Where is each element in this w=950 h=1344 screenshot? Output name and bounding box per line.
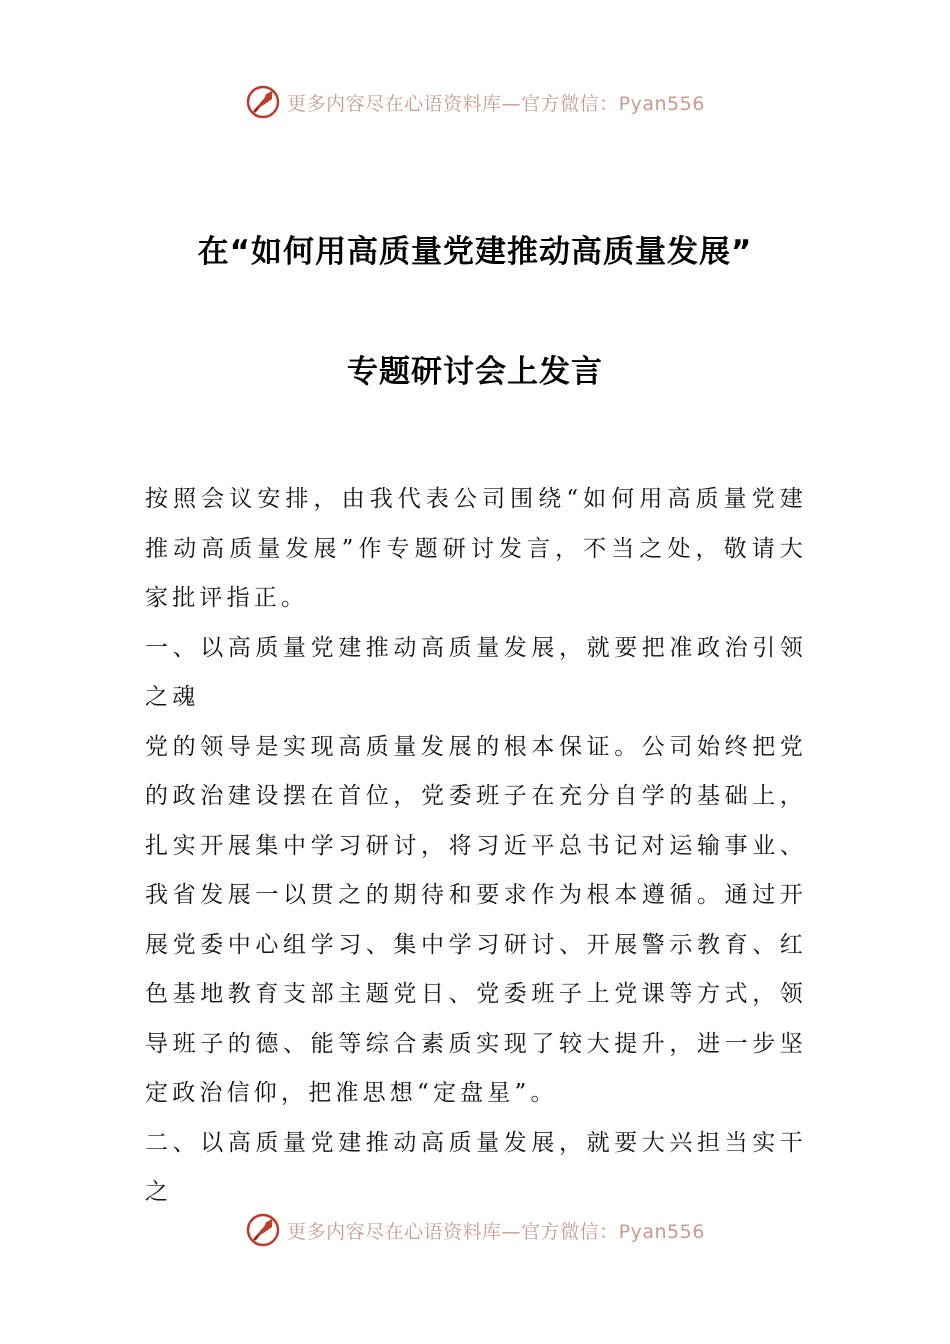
watermark-footer (0, 1210, 950, 1250)
quill-logo-icon (245, 1212, 281, 1248)
paragraph-intro: 按照会议安排，由我代表公司围绕“如何用高质量党建推动高质量发展”作专题研讨发言，不当之处，敬请大家批评指正。 (145, 486, 807, 611)
watermark-header (0, 82, 950, 122)
quill-logo-icon (245, 84, 281, 120)
watermark-text: 更多内容尽在心语资料库—官方微信：Pyan556 (287, 1220, 705, 1243)
section-heading-1: 一、以高质量党建推动高质量发展，就要把准政治引领之魂 (145, 634, 807, 710)
paragraph-section-1: 党的领导是实现高质量发展的根本保证。公司始终把党的政治建设摆在首位，党委班子在充分自学的基础上，扎实开展集中学习研讨，将习近平总书记对运输事业、我省发展一以贯之的期待和要求作为根本遵循。通过开展党委中心组学习、集中学习研讨、开展警示教育、红色基地教育支部主题党日、党委班子上党课等方式，领导班子的德、能等综合素质实现了较大提升，进一步坚定政治信仰，把准思想“定盘星”。 (145, 733, 807, 1106)
section-heading-2: 二、以高质量党建推动高质量发展，就要大兴担当实干之 (145, 1129, 807, 1205)
document-title-line-1: 在“如何用高质量党建推动高质量发展” (197, 234, 753, 270)
document-body (145, 475, 807, 1218)
watermark-text: 更多内容尽在心语资料库—官方微信：Pyan556 (287, 92, 705, 115)
document-title-line-2: 专题研讨会上发言 (347, 354, 603, 390)
